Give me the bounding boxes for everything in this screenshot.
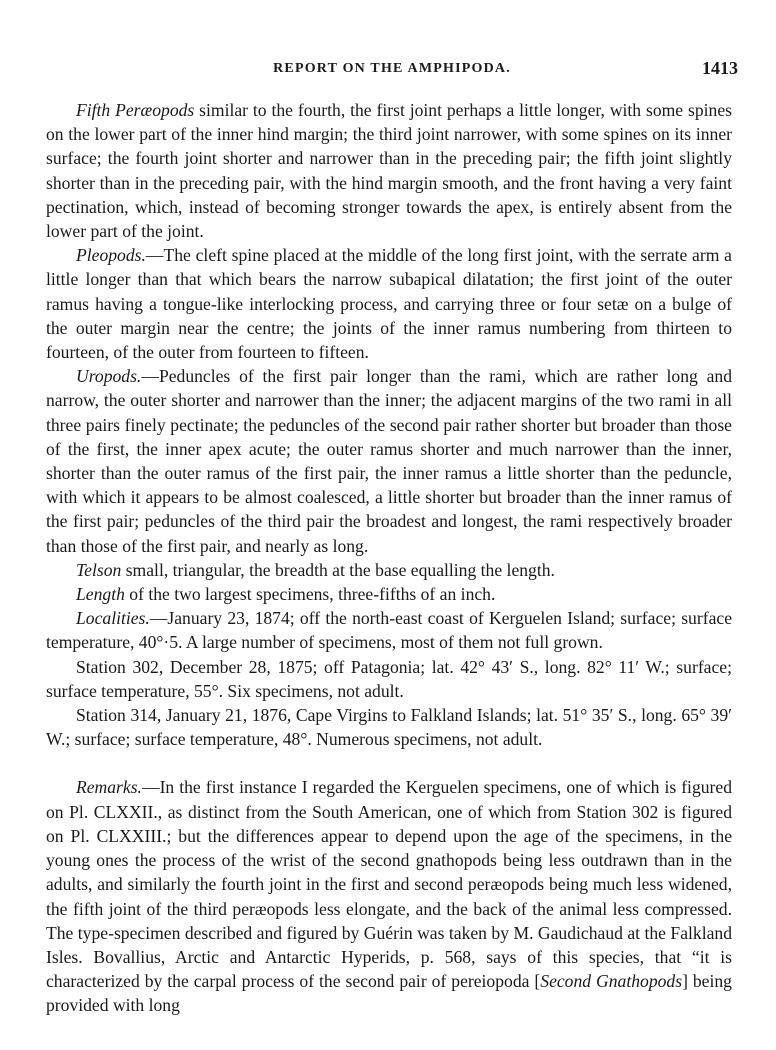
paragraph-telson — [46, 558, 732, 582]
paragraph-tail: ] being provided with long — [46, 971, 732, 1016]
paragraph-lead: Remarks. — [76, 777, 142, 798]
paragraph-remarks — [46, 775, 732, 1017]
paragraph-station-314 — [46, 703, 732, 751]
body-text — [46, 98, 732, 1018]
paragraph-lead: Pleopods. — [76, 245, 146, 266]
paragraph-pleopods — [46, 243, 732, 364]
paragraph-text: Station 314, January 21, 1876, Cape Virgins to Falkland Islands; lat. 51° 35′ S., long. 65° 39′ W.; surface; surface temperature, 48°. Numerous specimens, not adult. — [46, 705, 732, 750]
paragraph-localities — [46, 606, 732, 654]
paragraph-fifth-peraeopods — [46, 98, 732, 243]
paragraph-text: —January 23, 1874; off the north-east coast of Kerguelen Island; surface; surface temperature, 40°·5. A large number of specimens, most of them not full grown. — [46, 608, 732, 653]
paragraph-text: —In the first instance I regarded the Kerguelen specimens, one of which is figured on Pl. CLXXII., as distinct from the South American, one of which from Station 302 is figured on Pl. CLXXIII.; but the differences appear to depend upon the age of the specimens, in the young ones the process of the wrist of the second gnathopods being less outdrawn than in the adults, and similarly the fourth joint in the first and second peræopods being much less widened, the fifth joint of the third peræopods less elongate, and the back of the animal less compressed. The type-specimen described and figured by Guérin was taken by M. Gaudichaud at the Falkland Isles. Bovallius, Arctic and Antarctic Hyperids, p. 568, says of this species, that “it is characterized by the carpal process of the second pair of pereiopoda [ — [46, 777, 732, 992]
page-number: 1413 — [702, 58, 738, 78]
paragraph-length — [46, 582, 732, 606]
paragraph-text: small, triangular, the breadth at the base equalling the length. — [121, 559, 555, 580]
paragraph-lead: Uropods. — [76, 366, 142, 387]
paragraph-text: —The cleft spine placed at the middle of the long first joint, with the serrate arm a little longer than that which bears the narrow subapical dilatation; the first joint of the outer ramus having a tongue-like interlocking process, and carrying three or four setæ on a bulge of the outer margin near the centre; the joints of the inner ramus numbering from thirteen to fourteen, of the outer from fourteen to fifteen. — [46, 245, 732, 363]
paragraph-text: —Peduncles of the first pair longer than the rami, which are rather long and narrow, the outer shorter and narrower than the inner; the adjacent margins of the two rami in all three pairs finely pectinate; the peduncles of the second pair rather shorter but broader than those of the first, the inner apex acute; the outer ramus shorter and much narrower than the inner, shorter than the outer ramus of the first pair, the inner ramus a little shorter than the peduncle, with which it appears to be almost coalesced, a little shorter but broader than the inner ramus of the first pair; peduncles of the third pair the broadest and longest, the rami respectively broader than those of the first pair, and nearly as long. — [46, 366, 732, 556]
paragraph-uropods — [46, 364, 732, 558]
paragraph-lead: Telson — [76, 559, 122, 580]
page-header — [46, 58, 738, 80]
paragraph-lead: Localities. — [76, 608, 150, 629]
paragraph-text: similar to the fourth, the first joint perhaps a little longer, with some spines on the lower part of the inner hind margin; the third joint narrower, with some spines on its inner surface; the fourth joint shorter and narrower than in the preceding pair; the fifth joint slightly shorter than in the preceding pair, with the hind margin smooth, and the front having a very faint pectination, which, instead of becoming stronger towards the apex, is entirely absent from the lower part of the joint. — [46, 100, 732, 242]
paragraph-lead: Fifth Peræopods — [76, 100, 195, 120]
paragraph-text: Station 302, December 28, 1875; off Patagonia; lat. 42° 43′ S., long. 82° 11′ W.; surface; surface temperature, 55°. Six specimens, not adult. — [46, 656, 732, 701]
paragraph-text: of the two largest specimens, three-fifths of an inch. — [124, 584, 496, 605]
paragraph-station-302 — [46, 655, 732, 703]
italic-insert: Second Gnathopods — [540, 971, 683, 992]
running-title: REPORT ON THE AMPHIPODA. — [273, 61, 511, 76]
paragraph-lead: Length — [76, 584, 125, 605]
